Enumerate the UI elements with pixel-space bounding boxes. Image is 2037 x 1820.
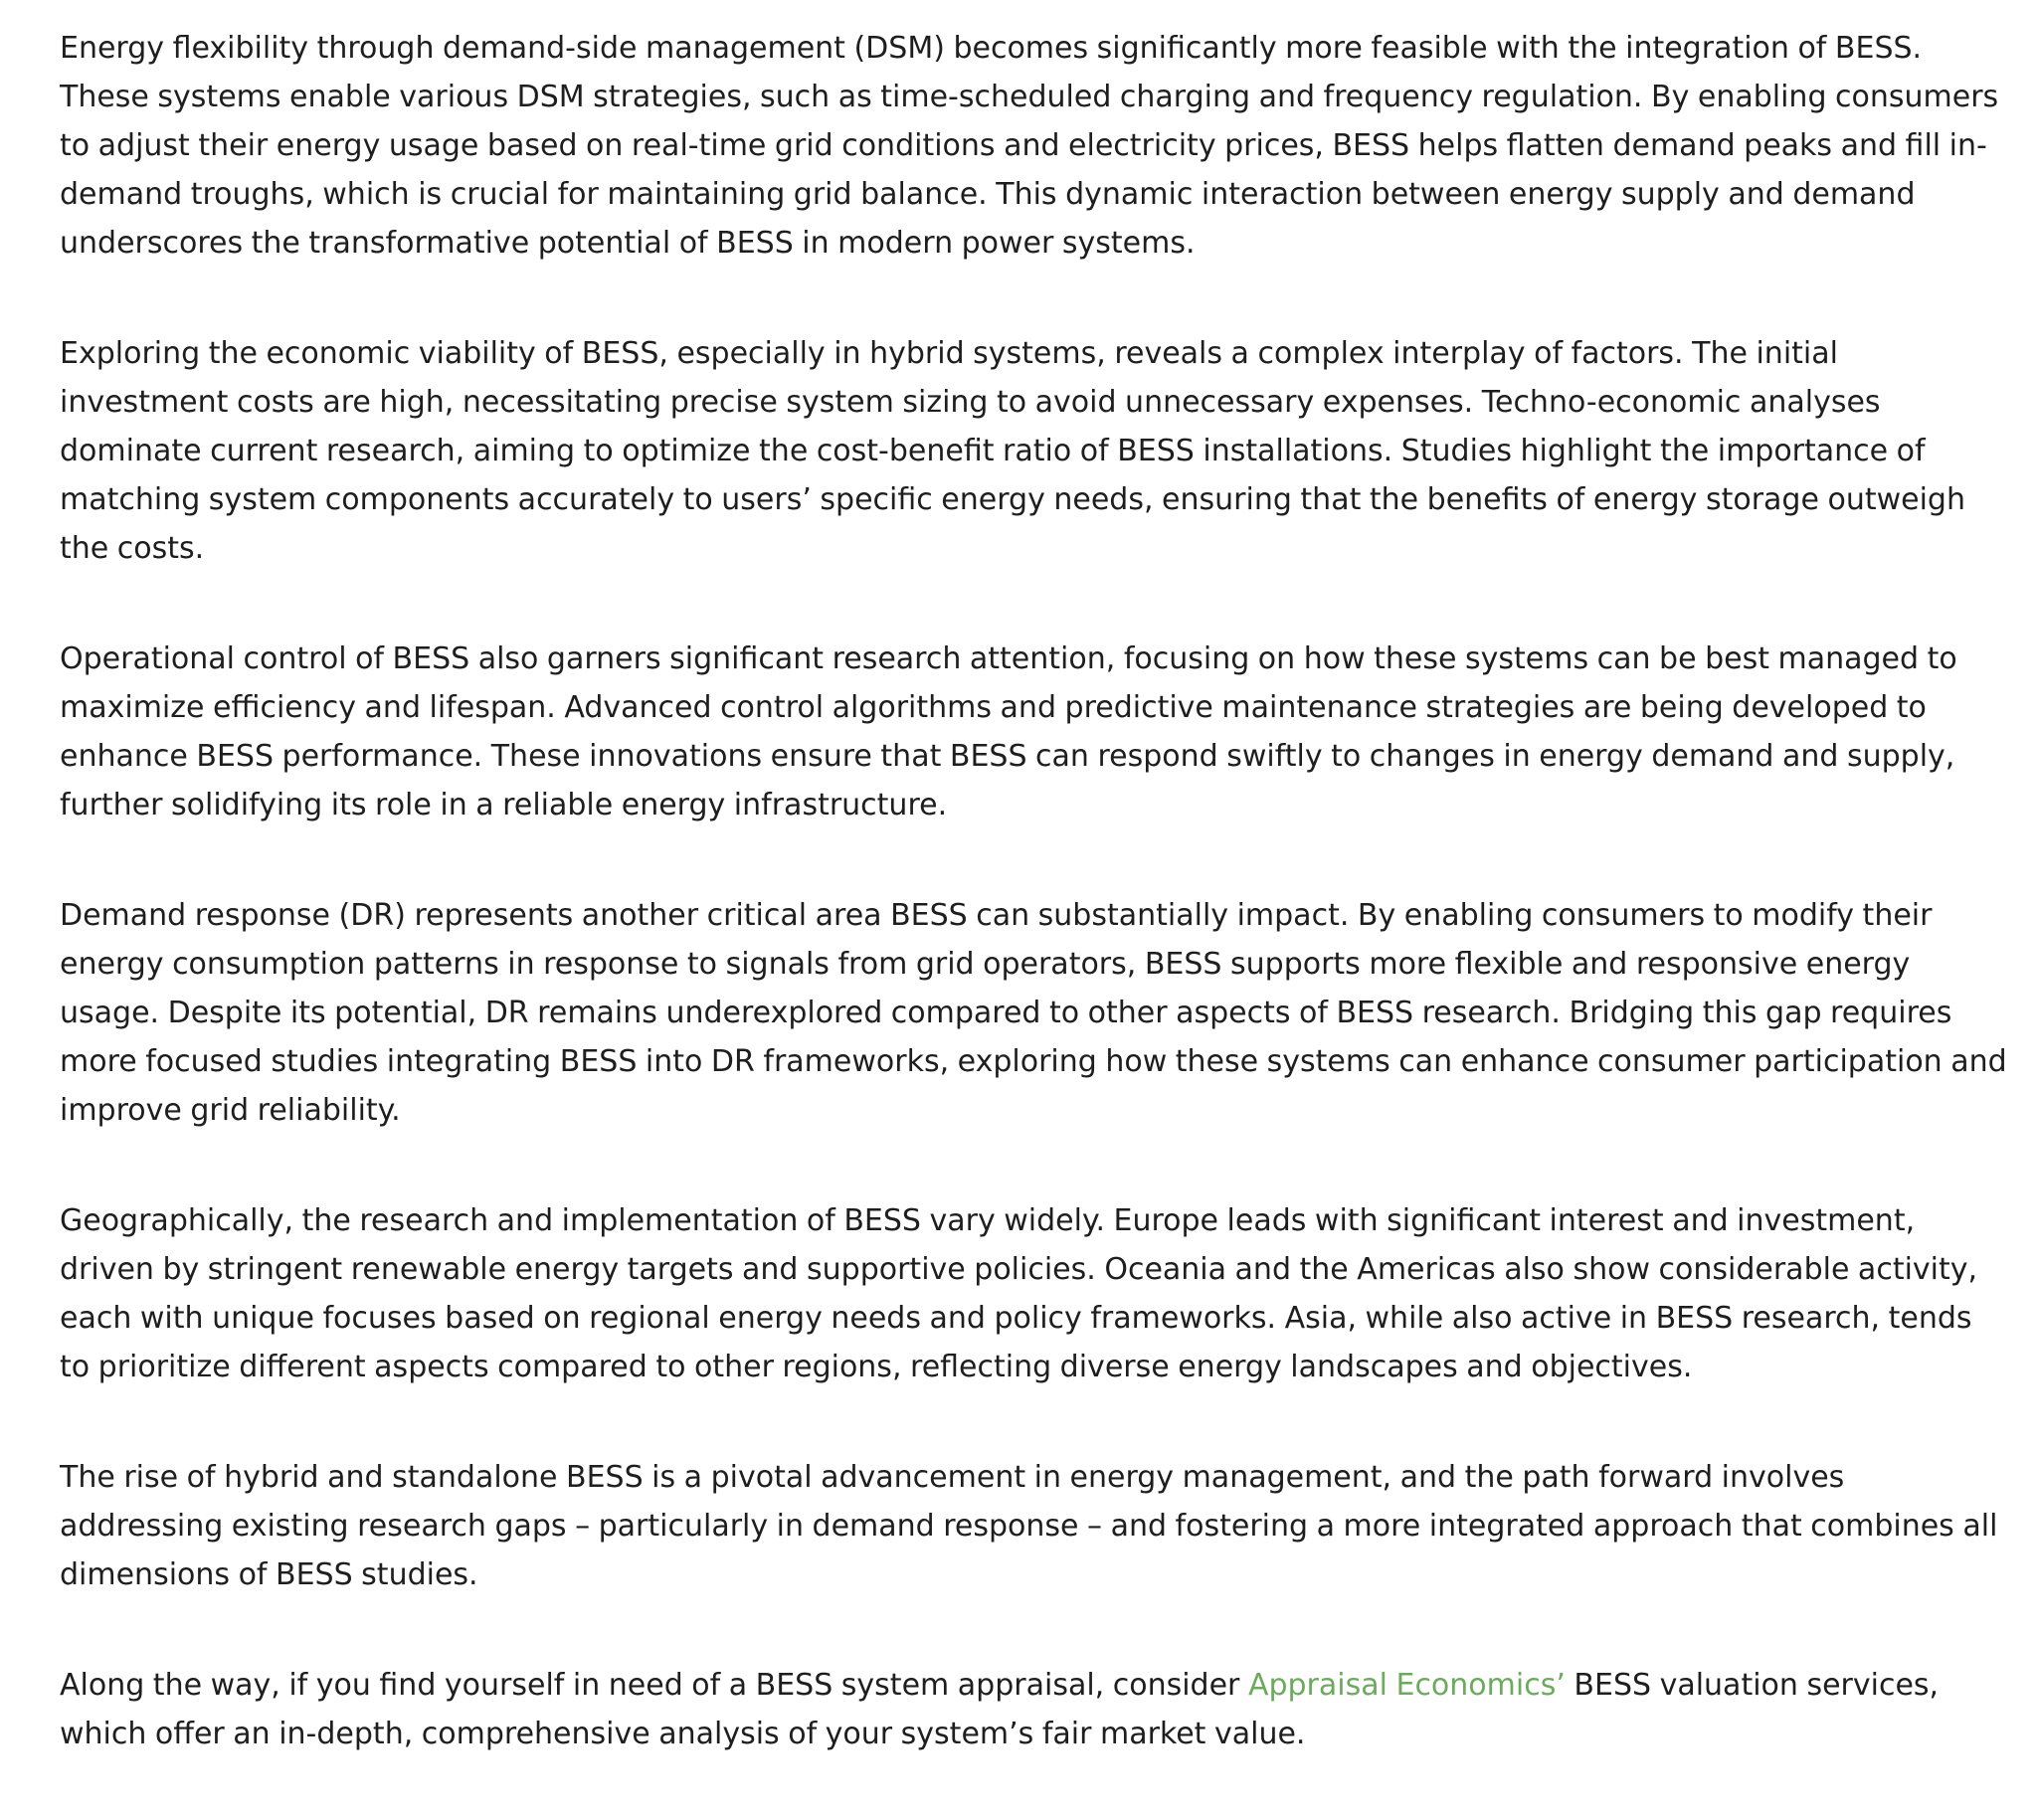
paragraph-economic-viability: Exploring the economic viability of BESS, especially in hybrid systems, reveals a complex interplay of factors. The initial investment costs are high, necessitating precise system sizing to avoid unnecessary expenses. Techno-economic analyses dominate current research, aiming to optimize the cost-benefit ratio of BESS installations. Studies highlight the importance of matching system components accurately to users’ specific energy needs, ensuring that the benefits of energy storage outweigh the costs. bbox=[60, 336, 1965, 566]
appraisal-economics-link[interactable]: Appraisal Economics’ bbox=[1247, 1668, 1566, 1703]
paragraph-dsm: Energy flexibility through demand-side management (DSM) becomes significantly more feasible with the integration of BESS. These systems enable various DSM strategies, such as time-scheduled charging and frequency regulation. By enabling consumers to adjust their energy usage based on real-time grid conditions and electricity prices, BESS helps flatten demand peaks and fill in-demand troughs, which is crucial for maintaining grid balance. This dynamic interaction between energy supply and demand underscores the transformative potential of BESS in modern power systems. bbox=[60, 31, 1999, 261]
article-body bbox=[60, 24, 2009, 1820]
closing-text-before-link: Along the way, if you find yourself in need of a BESS system appraisal, consider bbox=[60, 1668, 1248, 1703]
paragraph-closing bbox=[60, 1661, 2009, 1758]
paragraph-operational-control: Operational control of BESS also garners significant research attention, focusing on how these systems can be best managed to maximize efficiency and lifespan. Advanced control algorithms and predictive maintenance strategies are being developed to enhance BESS performance. These innovations ensure that BESS can respond swiftly to changes in energy demand and supply, further solidifying its role in a reliable energy infrastructure. bbox=[60, 641, 1957, 822]
paragraph-hybrid-standalone: The rise of hybrid and standalone BESS is a pivotal advancement in energy management, and the path forward involves addressing existing research gaps – particularly in demand response – and fostering a more integrated approach that combines all dimensions of BESS studies. bbox=[60, 1460, 1998, 1592]
paragraph-geography: Geographically, the research and implementation of BESS vary widely. Europe leads with significant interest and investment, driven by stringent renewable energy targets and supportive policies. Oceania and the Americas also show considerable activity, each with unique focuses based on regional energy needs and policy frameworks. Asia, while also active in BESS research, tends to prioritize different aspects compared to other regions, reflecting diverse energy landscapes and objectives. bbox=[60, 1203, 1978, 1384]
paragraph-demand-response: Demand response (DR) represents another critical area BESS can substantially impact. By enabling consumers to modify their energy consumption patterns in response to signals from grid operators, BESS supports more flexible and responsive energy usage. Despite its potential, DR remains underexplored compared to other aspects of BESS research. Bridging this gap requires more focused studies integrating BESS into DR frameworks, exploring how these systems can enhance consumer participation and improve grid reliability. bbox=[60, 898, 2007, 1128]
closing-text-after-link: BESS valuation services, which offer an in-depth, comprehensive analysis of your system’s fair market value. bbox=[60, 1668, 1940, 1751]
